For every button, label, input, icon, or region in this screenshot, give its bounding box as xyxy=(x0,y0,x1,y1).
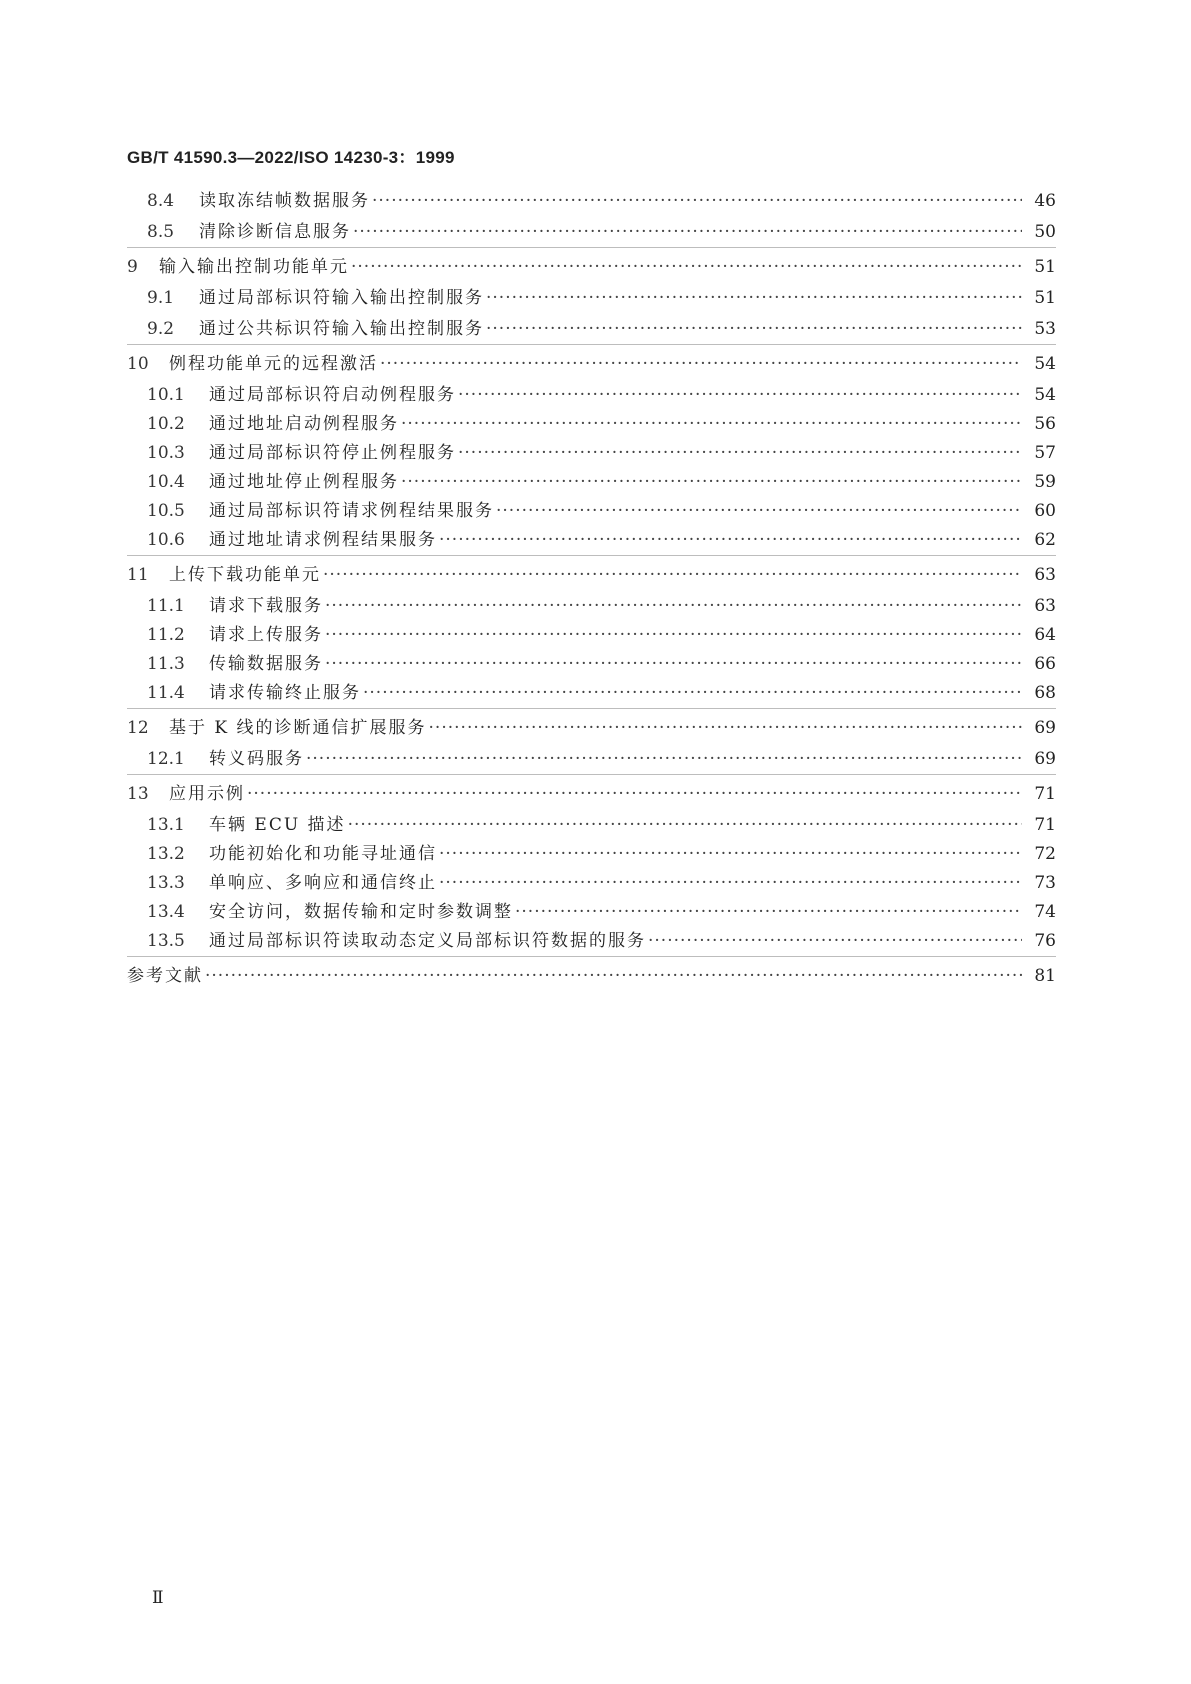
toc-entry-page: 50 xyxy=(1034,222,1056,242)
toc-entry-title: 通过地址启动例程服务 xyxy=(209,414,399,434)
toc-entry-title: 功能初始化和功能寻址通信 xyxy=(209,844,437,864)
toc-entry-page: 54 xyxy=(1034,354,1056,374)
toc-entry[interactable] xyxy=(127,221,1056,243)
standard-header: GB/T 41590.3—2022/ISO 14230-3：1999 xyxy=(127,148,455,167)
toc-entry-page: 63 xyxy=(1034,565,1056,585)
toc-leader-dots xyxy=(439,529,1022,551)
toc-entry-page: 66 xyxy=(1034,654,1056,674)
toc-leader-dots xyxy=(363,682,1022,704)
toc-entry-title: 参考文献 xyxy=(127,966,203,986)
toc-leader-dots xyxy=(486,287,1022,309)
toc-entry-number: 11.1 xyxy=(147,596,185,616)
toc-entry-page: 68 xyxy=(1034,683,1056,703)
toc-entry[interactable] xyxy=(127,190,1056,212)
toc-entry[interactable] xyxy=(127,653,1056,675)
toc-entry-number: 11 xyxy=(127,565,149,585)
toc-entry-page: 46 xyxy=(1034,191,1056,211)
toc-entry[interactable] xyxy=(127,318,1056,340)
toc-entry-page: 60 xyxy=(1034,501,1056,521)
toc-entry[interactable] xyxy=(127,413,1056,435)
toc-entry-title: 输入输出控制功能单元 xyxy=(159,257,349,277)
toc-leader-dots xyxy=(380,353,1022,375)
toc-entry-page: 51 xyxy=(1034,288,1056,308)
toc-entry-page: 81 xyxy=(1034,966,1056,986)
toc-entry-title: 传输数据服务 xyxy=(209,654,323,674)
toc-leader-dots xyxy=(351,256,1022,278)
toc-entry-page: 53 xyxy=(1034,319,1056,339)
toc-entry-title: 通过局部标识符停止例程服务 xyxy=(209,443,456,463)
toc-entry-title: 通过公共标识符输入输出控制服务 xyxy=(199,319,484,339)
toc-entry-number: 10.3 xyxy=(147,443,185,463)
toc-leader-dots xyxy=(205,965,1022,987)
toc-entry-number: 10.6 xyxy=(147,530,185,550)
toc-entry[interactable] xyxy=(127,901,1056,923)
toc-leader-dots xyxy=(648,930,1022,952)
toc-leader-dots xyxy=(323,564,1022,586)
section-divider xyxy=(127,708,1056,709)
toc-entry-title: 基于 K 线的诊断通信扩展服务 xyxy=(169,718,427,738)
toc-entry[interactable] xyxy=(127,965,1056,987)
toc-entry-title: 通过局部标识符启动例程服务 xyxy=(209,385,456,405)
toc-entry-title: 单响应、多响应和通信终止 xyxy=(209,873,437,893)
toc-entry-title: 请求上传服务 xyxy=(209,625,323,645)
toc-leader-dots xyxy=(439,843,1022,865)
toc-entry[interactable] xyxy=(127,783,1056,805)
toc-entry-page: 74 xyxy=(1034,902,1056,922)
toc-entry-title: 车辆 ECU 描述 xyxy=(209,815,346,835)
section-divider xyxy=(127,774,1056,775)
toc-leader-dots xyxy=(401,471,1022,493)
toc-entry-number: 13 xyxy=(127,784,149,804)
toc-entry-title: 通过局部标识符输入输出控制服务 xyxy=(199,288,484,308)
toc-entry-page: 64 xyxy=(1034,625,1056,645)
toc-leader-dots xyxy=(325,624,1022,646)
toc-entry[interactable] xyxy=(127,564,1056,586)
toc-leader-dots xyxy=(429,717,1022,739)
toc-entry[interactable] xyxy=(127,595,1056,617)
toc-entry[interactable] xyxy=(127,717,1056,739)
toc-entry-number: 13.5 xyxy=(147,931,185,951)
toc-entry-number: 8.4 xyxy=(147,191,175,211)
toc-entry-title: 通过地址请求例程结果服务 xyxy=(209,530,437,550)
toc-entry-title: 通过局部标识符读取动态定义局部标识符数据的服务 xyxy=(209,931,646,951)
toc-entry-number: 10.2 xyxy=(147,414,185,434)
toc-entry-page: 72 xyxy=(1034,844,1056,864)
toc-leader-dots xyxy=(515,901,1022,923)
toc-leader-dots xyxy=(372,190,1022,212)
toc-entry-page: 71 xyxy=(1034,815,1056,835)
toc-entry-page: 56 xyxy=(1034,414,1056,434)
toc-entry[interactable] xyxy=(127,529,1056,551)
toc-entry[interactable] xyxy=(127,471,1056,493)
toc-entry-number: 9 xyxy=(127,257,138,277)
toc-entry[interactable] xyxy=(127,287,1056,309)
toc-leader-dots xyxy=(458,442,1022,464)
toc-entry-page: 57 xyxy=(1034,443,1056,463)
toc-entry[interactable] xyxy=(127,256,1056,278)
toc-entry-title: 读取冻结帧数据服务 xyxy=(199,191,370,211)
toc-entry-number: 9.2 xyxy=(147,319,175,339)
toc-entry-number: 11.4 xyxy=(147,683,185,703)
toc-leader-dots xyxy=(348,814,1022,836)
toc-leader-dots xyxy=(458,384,1022,406)
table-of-contents xyxy=(127,190,1056,987)
toc-entry-title: 转义码服务 xyxy=(209,749,304,769)
toc-leader-dots xyxy=(496,500,1022,522)
toc-entry-number: 10.1 xyxy=(147,385,185,405)
toc-entry-number: 13.4 xyxy=(147,902,185,922)
page-number: Ⅱ xyxy=(152,1588,164,1608)
toc-leader-dots xyxy=(439,872,1022,894)
toc-entry[interactable] xyxy=(127,624,1056,646)
toc-entry-page: 69 xyxy=(1034,718,1056,738)
toc-entry-title: 通过地址停止例程服务 xyxy=(209,472,399,492)
section-divider xyxy=(127,555,1056,556)
toc-entry-title: 上传下载功能单元 xyxy=(169,565,321,585)
section-divider xyxy=(127,344,1056,345)
toc-entry-number: 12.1 xyxy=(147,749,185,769)
toc-entry-page: 51 xyxy=(1034,257,1056,277)
toc-entry[interactable] xyxy=(127,930,1056,952)
toc-entry[interactable] xyxy=(127,748,1056,770)
toc-entry-number: 13.2 xyxy=(147,844,185,864)
toc-entry-title: 请求下载服务 xyxy=(209,596,323,616)
toc-entry[interactable] xyxy=(127,442,1056,464)
section-divider xyxy=(127,956,1056,957)
toc-entry[interactable] xyxy=(127,872,1056,894)
toc-entry-title: 安全访问，数据传输和定时参数调整 xyxy=(209,902,513,922)
toc-entry-title: 通过局部标识符请求例程结果服务 xyxy=(209,501,494,521)
toc-leader-dots xyxy=(306,748,1022,770)
toc-leader-dots xyxy=(401,413,1022,435)
toc-entry[interactable] xyxy=(127,353,1056,375)
toc-entry-number: 13.3 xyxy=(147,873,185,893)
toc-entry-number: 12 xyxy=(127,718,149,738)
toc-entry-title: 请求传输终止服务 xyxy=(209,683,361,703)
toc-entry-number: 8.5 xyxy=(147,222,175,242)
toc-entry-page: 54 xyxy=(1034,385,1056,405)
toc-entry-page: 63 xyxy=(1034,596,1056,616)
toc-entry-page: 73 xyxy=(1034,873,1056,893)
toc-entry-page: 69 xyxy=(1034,749,1056,769)
toc-entry[interactable] xyxy=(127,843,1056,865)
section-divider xyxy=(127,247,1056,248)
toc-entry-page: 71 xyxy=(1034,784,1056,804)
toc-entry[interactable] xyxy=(127,500,1056,522)
toc-entry-number: 10.4 xyxy=(147,472,185,492)
toc-entry[interactable] xyxy=(127,682,1056,704)
toc-entry-title: 清除诊断信息服务 xyxy=(199,222,351,242)
toc-entry[interactable] xyxy=(127,814,1056,836)
toc-entry-number: 10.5 xyxy=(147,501,185,521)
toc-entry-number: 10 xyxy=(127,354,149,374)
toc-entry-page: 76 xyxy=(1034,931,1056,951)
toc-leader-dots xyxy=(486,318,1022,340)
toc-leader-dots xyxy=(325,595,1022,617)
toc-entry-title: 应用示例 xyxy=(169,784,245,804)
toc-entry-page: 59 xyxy=(1034,472,1056,492)
toc-leader-dots xyxy=(247,783,1022,805)
toc-entry-number: 11.2 xyxy=(147,625,185,645)
toc-entry-title: 例程功能单元的远程激活 xyxy=(169,354,378,374)
toc-entry-number: 9.1 xyxy=(147,288,175,308)
toc-entry-page: 62 xyxy=(1034,530,1056,550)
toc-entry[interactable] xyxy=(127,384,1056,406)
toc-entry-number: 11.3 xyxy=(147,654,185,674)
toc-entry-number: 13.1 xyxy=(147,815,185,835)
toc-leader-dots xyxy=(353,221,1022,243)
toc-leader-dots xyxy=(325,653,1022,675)
